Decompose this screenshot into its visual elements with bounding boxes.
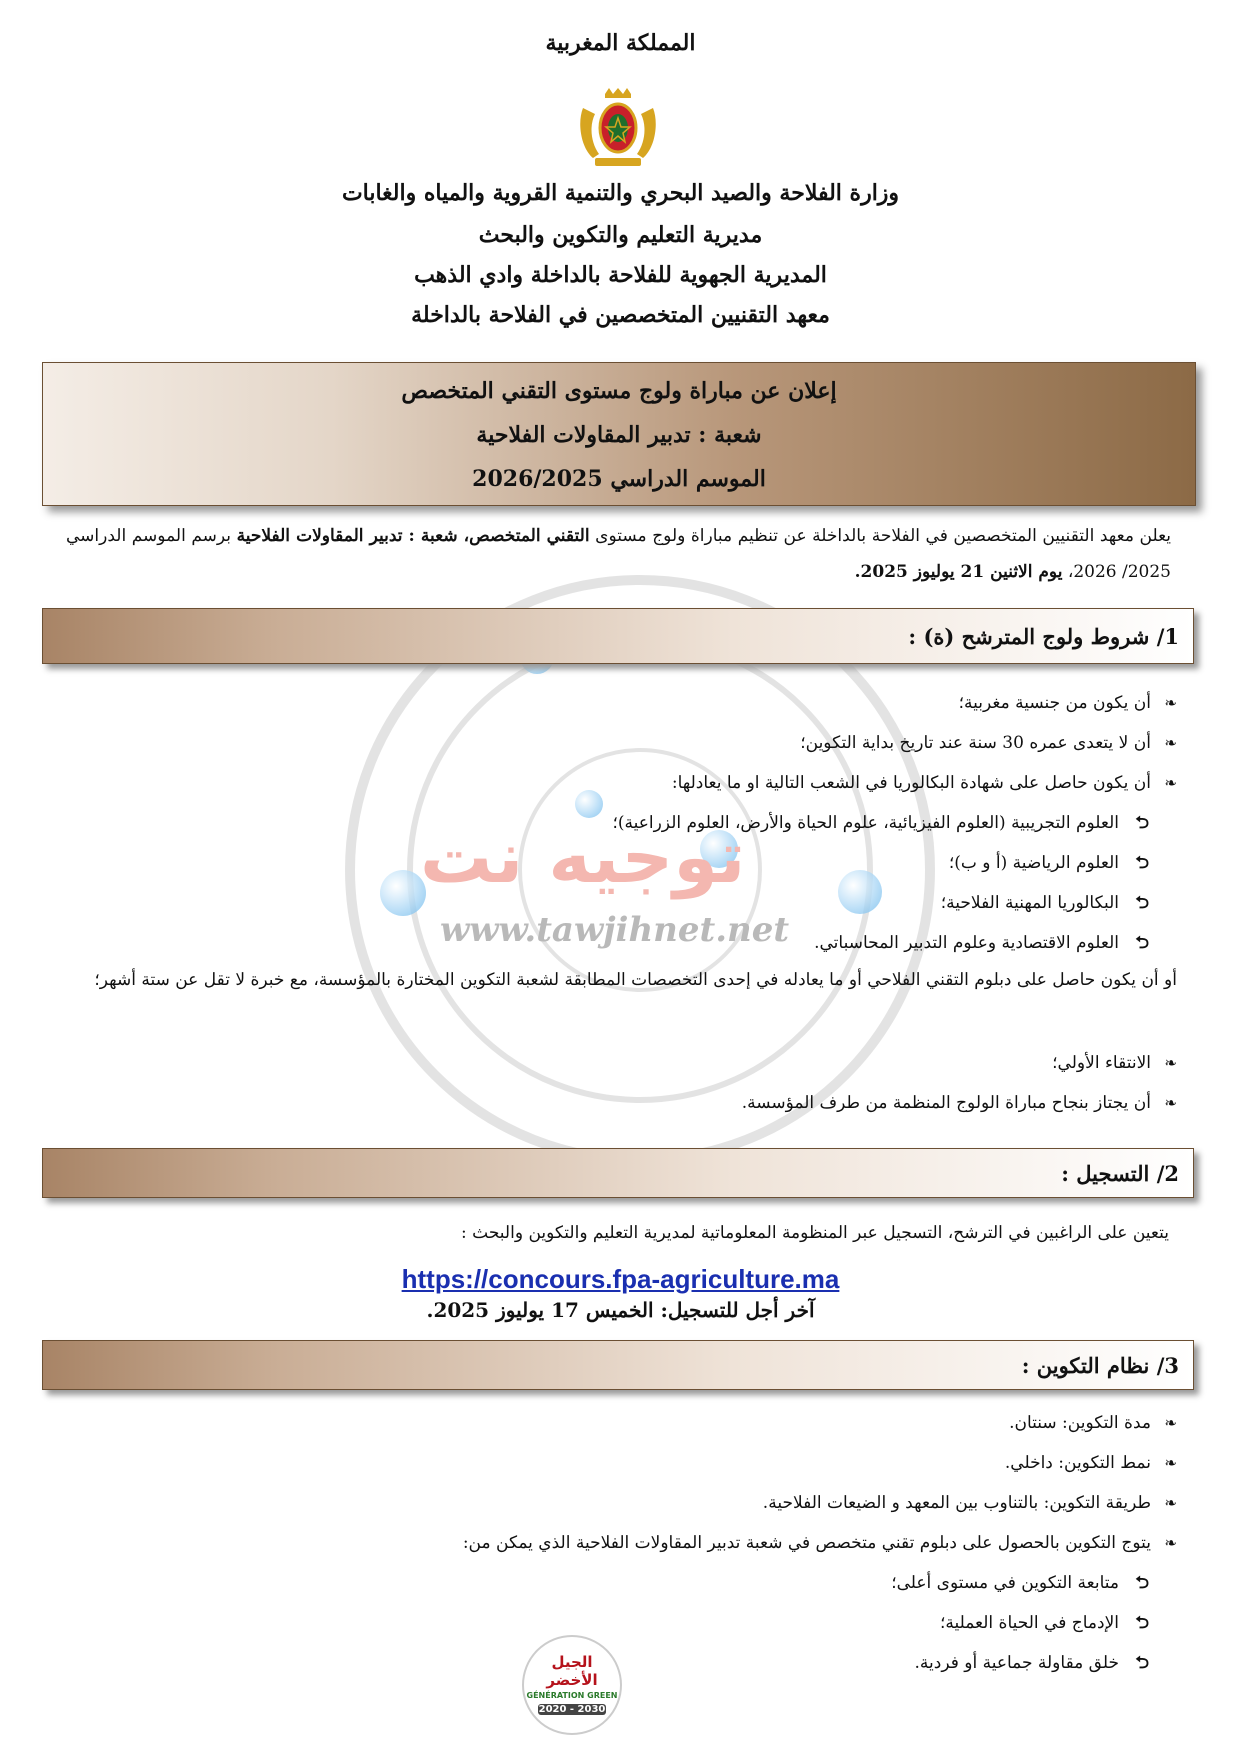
logo-years: 2020 - 2030 <box>538 1704 606 1715</box>
sub-list-item-text: خلق مقاولة جماعية أو فردية. <box>914 1653 1119 1673</box>
list-item <box>672 770 1177 796</box>
alternative-condition: أو أن يكون حاصل على دبلوم التقني الفلاحي أو ما يعادله في إحدى التخصصات المطابقة لشعبة التكوين المختارة بالمؤسسة، مع خبرة لا تقل عن ستة أشهر؛ <box>94 970 1177 990</box>
list-item <box>1009 1410 1177 1436</box>
sub-list-item-text: الإدماج في الحياة العملية؛ <box>939 1613 1119 1633</box>
logo-title: الجيل الأخضر <box>546 1653 598 1689</box>
list-item-text: أن يكون من جنسية مغربية؛ <box>958 693 1151 713</box>
list-item-text: طريقة التكوين: بالتناوب بين المعهد و الضيعات الفلاحية. <box>762 1493 1151 1513</box>
list-item <box>763 1490 1177 1516</box>
section-heading-training: 3/ نظام التكوين : <box>42 1340 1194 1390</box>
list-item-text: مدة التكوين: سنتان. <box>1009 1413 1151 1433</box>
list-item-text: أن يجتاز بنجاح مباراة الولوج المنظمة من طرف المؤسسة. <box>741 1093 1151 1113</box>
intro-emphasis: التقني المتخصص، شعبة : تدبير المقاولات الفلاحية <box>236 526 590 546</box>
list-item-text: الانتقاء الأولي؛ <box>1052 1053 1151 1073</box>
bullet-icon: ❧ <box>1164 774 1177 792</box>
sub-list-item <box>612 810 1149 836</box>
list-item <box>463 1530 1177 1556</box>
intro-text: يعلن معهد التقنيين المتخصصين في الفلاحة بالداخلة عن تنظيم مباراة ولوج مستوى <box>589 526 1172 546</box>
sub-list-item-text: العلوم الاقتصادية وعلوم التدبير المحاسباتي. <box>814 933 1119 953</box>
arrow-bullet-icon: ⮌ <box>1135 893 1149 913</box>
logo-subtitle: GÉNÉRATION GREEN <box>526 1691 618 1700</box>
sub-list-item <box>940 1610 1149 1636</box>
sub-list-item-text: البكالوريا المهنية الفلاحية؛ <box>940 893 1119 913</box>
section-heading-conditions: 1/ شروط ولوج المترشح (ة) : <box>42 608 1194 664</box>
arrow-bullet-icon: ⮌ <box>1135 933 1149 953</box>
list-item <box>742 1090 1177 1116</box>
sub-list-item-text: متابعة التكوين في مستوى أعلى؛ <box>891 1573 1119 1593</box>
intro-text: برسم الموسم الدراسي 2025/ 2026، <box>66 526 1171 582</box>
watermark-url: www.tawjihnet.net <box>440 910 790 950</box>
sub-list-item <box>949 850 1149 876</box>
sub-list-item-text: العلوم التجريبية (العلوم الفيزيائية، علوم الحياة والأرض، العلوم الزراعية)؛ <box>612 813 1119 833</box>
sub-list-item <box>915 1650 1149 1676</box>
list-item-text: أن يكون حاصل على شهادة البكالوريا في الشعب التالية او ما يعادلها: <box>671 773 1151 793</box>
bullet-icon: ❧ <box>1164 1414 1177 1432</box>
sub-list-item <box>891 1570 1149 1596</box>
sub-list-item-text: العلوم الرياضية (أ و ب)؛ <box>948 853 1119 873</box>
arrow-bullet-icon: ⮌ <box>1135 813 1149 833</box>
kingdom-title: المملكة المغربية <box>545 30 696 56</box>
arrow-bullet-icon: ⮌ <box>1135 1573 1149 1593</box>
generation-green-logo <box>522 1635 622 1735</box>
announcement-title: إعلان عن مباراة ولوج مستوى التقني المتخصص <box>401 378 837 404</box>
institute-name: معهد التقنيين المتخصصين في الفلاحة بالداخلة <box>411 302 830 328</box>
bullet-icon: ❧ <box>1164 1454 1177 1472</box>
list-item-text: نمط التكوين: داخلي. <box>1004 1453 1151 1473</box>
section-heading-registration: 2/ التسجيل : <box>42 1148 1194 1198</box>
watermark-brand: توجيه نت <box>420 815 746 899</box>
list-item <box>1005 1450 1177 1476</box>
registration-deadline: آخر أجل للتسجيل: الخميس 17 يوليوز 2025. <box>426 1298 815 1322</box>
intro-paragraph <box>66 518 1171 590</box>
directorate-name: مديرية التعليم والتكوين والبحث <box>478 222 763 248</box>
registration-link[interactable]: https://concours.fpa-agriculture.ma <box>401 1264 840 1294</box>
announcement-banner <box>42 362 1196 506</box>
royal-emblem-icon <box>575 88 661 170</box>
bullet-icon: ❧ <box>1164 694 1177 712</box>
list-item-text: يتوج التكوين بالحصول على دبلوم تقني متخصص في شعبة تدبير المقاولات الفلاحية الذي يمكن من: <box>462 1533 1151 1553</box>
arrow-bullet-icon: ⮌ <box>1135 1613 1149 1633</box>
arrow-bullet-icon: ⮌ <box>1135 853 1149 873</box>
bullet-icon: ❧ <box>1164 1494 1177 1512</box>
announcement-branch: شعبة : تدبير المقاولات الفلاحية <box>476 422 762 448</box>
announcement-season: الموسم الدراسي 2026/2025 <box>472 466 766 492</box>
list-item <box>800 730 1177 756</box>
exam-date: يوم الاثنين 21 يوليوز 2025. <box>854 562 1063 582</box>
watermark-bubble <box>838 870 882 914</box>
sub-list-item <box>941 890 1149 916</box>
bullet-icon: ❧ <box>1164 1094 1177 1112</box>
bullet-icon: ❧ <box>1164 734 1177 752</box>
bullet-icon: ❧ <box>1164 1054 1177 1072</box>
regional-directorate-name: المديرية الجهوية للفلاحة بالداخلة وادي الذهب <box>414 262 827 288</box>
registration-text: يتعين على الراغبين في الترشح، التسجيل عبر المنظومة المعلوماتية لمديرية التعليم والتكوين والبحث : <box>461 1223 1169 1243</box>
sub-list-item <box>814 930 1149 956</box>
list-item <box>1052 1050 1177 1076</box>
watermark-bubble <box>575 790 603 818</box>
list-item <box>959 690 1177 716</box>
list-item-text: أن لا يتعدى عمره 30 سنة عند تاريخ بداية التكوين؛ <box>800 733 1151 753</box>
arrow-bullet-icon: ⮌ <box>1135 1653 1149 1673</box>
bullet-icon: ❧ <box>1164 1534 1177 1552</box>
ministry-name: وزارة الفلاحة والصيد البحري والتنمية القروية والمياه والغابات <box>341 180 900 206</box>
